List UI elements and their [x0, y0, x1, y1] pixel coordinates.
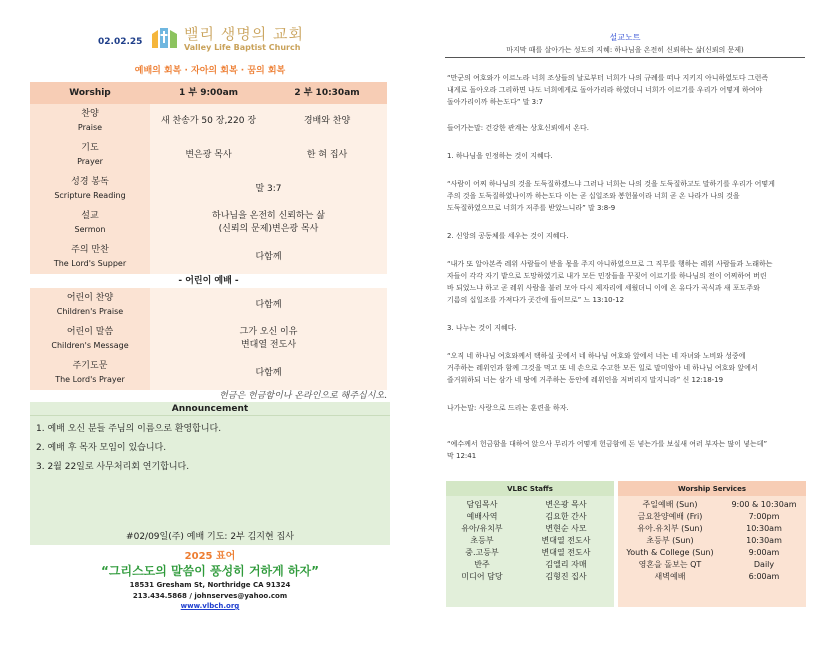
service-row: Youth & College (Sun) 9:00am	[626, 548, 780, 557]
note-paragraph: “만군의 여호와가 이르노라 너희 조상들의 날로부터 너희가 나의 규례를 떠나 지키지 아니하였도다 그런즉 내게로 돌아오라 그리하면 나도 너희에게로 돌아가리라 하였더니 너희가 이르기를 우리가 어떻게 하여야 돌아가리이까 하는도다” 말 3:7	[447, 74, 769, 106]
sermon-value: 하나님을 온전히 신뢰하는 삶 (신뢰의 문제)변은광 목사	[150, 206, 387, 240]
row-label-lords-prayer: 주기도문 The Lord's Prayer	[30, 356, 150, 390]
motto: 예배의 회복 · 자아의 회복 · 꿈의 회복	[134, 66, 286, 76]
next-prayer-note: #02/09일(주) 예배 기도: 2부 김지현 집사	[126, 532, 294, 542]
sermon-notes-subtitle: 마지막 때를 살아가는 성도의 지혜: 하나님을 온전히 신뢰하는 삶(신뢰의 문제)	[445, 45, 805, 58]
staff-row: 초등부 변대열 전도사	[470, 536, 591, 545]
prayer-second: 한 혀 집사	[267, 138, 387, 172]
staff-row: 반주 김엘리 자매	[474, 560, 587, 569]
note-paragraph: 3. 나누는 것이 지혜다.	[447, 324, 517, 332]
services-title: Worship Services	[618, 481, 806, 496]
staff-row: 담임목사 변은광 목사	[466, 500, 587, 509]
church-contact: 213.434.5868 / johnserves@yahoo.com	[132, 592, 288, 600]
service-row: 주일예배 (Sun) 9:00 & 10:30am	[642, 500, 797, 509]
staffs-box	[446, 481, 614, 607]
row-label-children-praise: 어린이 찬양 Children's Praise	[30, 288, 150, 322]
sermon-notes-body	[447, 72, 807, 462]
children-message-value: 그가 오신 이유 변대열 전도사	[150, 322, 387, 356]
church-address: 18531 Gresham St, Northridge CA 91324	[129, 581, 291, 589]
worship-order-table	[30, 82, 387, 390]
children-worship-title: - 어린이 예배 -	[30, 274, 387, 288]
prayer-first: 변은광 목사	[150, 138, 267, 172]
row-label-praise: 찬양 Praise	[30, 104, 150, 138]
note-paragraph: 나가는말: 사랑으로 드리는 훈련을 하자.	[447, 404, 569, 412]
praise-second: 경배와 찬양	[267, 104, 387, 138]
announcement-title: Announcement	[30, 402, 390, 416]
lords-supper-value: 다함께	[150, 240, 387, 274]
announcement-box	[30, 402, 390, 545]
staff-row: 유아/유치부 변현순 사모	[461, 524, 587, 533]
note-paragraph: 2. 신앙의 공동체를 세우는 것이 지혜다.	[447, 232, 569, 240]
staff-row: 중.고등부 변대열 전도사	[465, 548, 591, 557]
services-box	[618, 481, 806, 607]
announcement-item: 1. 예배 오신 분들 주님의 이름으로 환영합니다.	[36, 424, 222, 434]
row-label-prayer: 기도 Prayer	[30, 138, 150, 172]
service-row: 초등부 (Sun) 10:30am	[646, 536, 782, 545]
row-label-scripture: 성경 봉독 Scripture Reading	[30, 172, 150, 206]
sermon-notes-title: 설교노트	[609, 33, 641, 42]
note-paragraph: “오직 네 하나님 여호와께서 택하실 곳에서 네 하나님 여호와 앞에서 너는 네 자녀와 노비와 성중에 거주하는 레위인과 함께 그것을 먹고 또 네 손으로 수고한 모든 일로 말미암아 네 하나님 여호와 앞에서 즐거워하되 너는 삼가 네 땅에 거주하는 동안에 레위인을 저버리지 말지니라” 신 12:18-19	[447, 352, 758, 384]
church-logo-icon	[150, 26, 180, 50]
church-name-english: Valley Life Baptist Church	[184, 43, 301, 52]
row-label-lords-supper: 주의 만찬 The Lord's Supper	[30, 240, 150, 274]
service-row: 영혼을 돌보는 QT Daily	[638, 560, 775, 569]
announcement-item: 3. 2월 22일로 사무처리회 연기합니다.	[36, 462, 190, 472]
staff-row: 예배사역 김요한 간사	[466, 512, 587, 521]
year-motto: “그리스도의 말씀이 풍성히 거하게 하자”	[101, 564, 319, 578]
church-website-link[interactable]: www.vlbch.org	[180, 602, 240, 610]
scripture-value: 말 3:7	[150, 172, 387, 206]
header-worship: Worship	[30, 82, 150, 104]
praise-first: 새 찬송가 50 장,220 장	[150, 104, 267, 138]
year-motto-title: 2025 표어	[184, 551, 236, 562]
announcement-item: 2. 예배 후 목자 모임이 있습니다.	[36, 443, 167, 453]
header-first-service: 1 부 9:00am	[150, 82, 267, 104]
staffs-title: VLBC Staffs	[446, 481, 614, 496]
note-paragraph: “내가 또 알아본즉 레위 사람들이 받을 몫을 주지 아니하였으므로 그 직무를 행하는 레위 사람들과 노래하는 자들이 각각 자기 밭으로 도망하였기로 내가 모든 민장들을 꾸짖어 이르기를 하나님의 전이 어찌하여 버린 바 되었느냐 하고 곧 레위 사람을 불러 모아 다시 제자리에 세웠더니 이에 온 유다가 곡식과 새 포도주와 기름의 십일조를 가져다가 곳간에 들이므로” 느 13:10-12	[447, 260, 773, 304]
staff-row: 미디어 담당 김형진 집사	[461, 572, 587, 581]
church-name-korean: 밸리 생명의 교회	[184, 25, 304, 43]
note-paragraph: “예수께서 헌금함을 대하여 앉으사 무리가 어떻게 헌금함에 돈 넣는가를 보실새 여러 부자는 많이 넣는데” 막 12:41	[447, 440, 768, 460]
service-row: 유아.유치부 (Sun) 10:30am	[637, 524, 782, 533]
service-row: 금요찬양예배 (Fri) 7:00pm	[637, 512, 780, 521]
note-paragraph: 들어가는말: 건강한 관계는 상호신뢰에서 온다.	[447, 124, 589, 132]
lords-prayer-value: 다함께	[150, 356, 387, 390]
offering-note: 헌금은 헌금함이나 온라인으로 해주십시오.	[219, 391, 387, 401]
note-paragraph: 1. 하나님을 인정하는 것이 지혜다.	[447, 152, 553, 160]
row-label-sermon: 설교 Sermon	[30, 206, 150, 240]
row-label-children-message: 어린이 말씀 Children's Message	[30, 322, 150, 356]
header-second-service: 2 부 10:30am	[267, 82, 387, 104]
service-row: 새벽예배 6:00am	[654, 572, 780, 581]
bulletin-date: 02.02.25	[98, 37, 143, 47]
children-praise-value: 다함께	[150, 288, 387, 322]
note-paragraph: “사람이 어찌 하나님의 것을 도둑질하겠느냐 그러나 너희는 나의 것을 도둑질하고도 말하기를 우리가 어떻게 주의 것을 도둑질하였나이까 하는도다 이는 곧 십일조와 봉헌물이라 너희 곧 온 나라가 나의 것을 도둑질하였으므로 너희가 저주를 받았느니라” 말 3:8-9	[447, 180, 775, 212]
